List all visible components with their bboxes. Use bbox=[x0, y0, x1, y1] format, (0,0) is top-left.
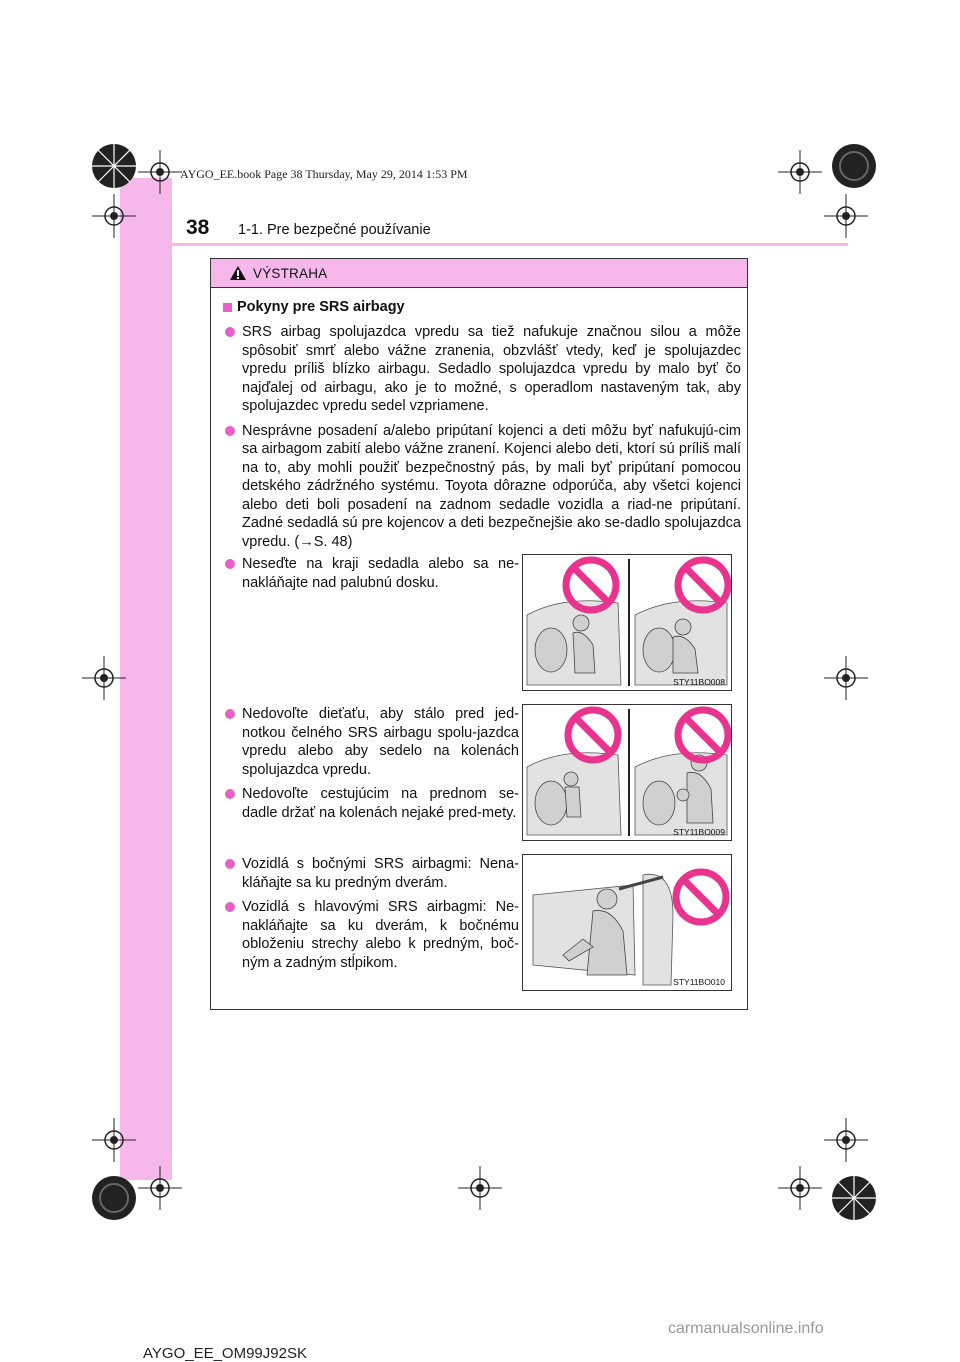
registration-mark-icon bbox=[824, 1168, 884, 1228]
circle-bullet-icon bbox=[225, 327, 235, 337]
bullet-list-top bbox=[225, 323, 741, 551]
list-item bbox=[225, 898, 519, 972]
figure-code: STY11BO010 bbox=[673, 977, 725, 987]
figure-2 bbox=[522, 704, 732, 841]
figure-1 bbox=[522, 554, 732, 691]
crosshair-icon bbox=[138, 1166, 182, 1210]
warning-box bbox=[210, 258, 748, 1010]
page-number: 38 bbox=[186, 216, 210, 239]
bullet-list-section-1 bbox=[225, 555, 519, 592]
list-item-text: Nedovoľte dieťaťu, aby stálo pred jed-notkou čelného SRS airbagu spolu-jazdca vpredu alebo aby sedelo na kolenách spolujazdca vpredu. bbox=[242, 706, 519, 778]
crosshair-icon bbox=[138, 150, 182, 194]
margin-color-band bbox=[120, 178, 172, 1180]
warning-heading bbox=[223, 299, 405, 315]
circle-bullet-icon bbox=[225, 426, 235, 436]
list-item bbox=[225, 555, 519, 592]
crosshair-icon bbox=[824, 194, 868, 238]
list-item-text: SRS airbag spolujazdca vpredu sa tiež nafukuje značnou silou a môže spôsobiť smrť alebo vážne zranenia, obzvlášť vtedy, keď je spolujazdec vpredu príliš blízko airbagu. Sedadlo spolujazdca vpredu by malo byť čo najďalej od airbagu, ako je to možné, s operadlom nastaveným tak, aby spolujazdec vpredu sedel vzpriamene. bbox=[242, 324, 741, 414]
bullet-list-section-3 bbox=[225, 855, 519, 972]
crosshair-icon bbox=[92, 1118, 136, 1162]
square-bullet-icon bbox=[223, 303, 232, 312]
list-item-text: Vozidlá s hlavovými SRS airbagmi: Ne-nakláňajte sa ku dverám, k bočnému obloženiu strechy alebo k predným, boč-ným a zadným stĺpikom. bbox=[242, 899, 519, 971]
list-item bbox=[225, 855, 519, 892]
bullet-list-section-2 bbox=[225, 705, 519, 822]
figure-code: STY11BO008 bbox=[673, 677, 725, 687]
circle-bullet-icon bbox=[225, 789, 235, 799]
list-item bbox=[225, 705, 519, 779]
watermark: carmanualsonline.info bbox=[668, 1320, 824, 1337]
list-item-text: Neseďte na kraji sedadla alebo sa ne-nakláňajte nad palubnú dosku. bbox=[242, 556, 519, 591]
circle-bullet-icon bbox=[225, 859, 235, 869]
warning-label: VÝSTRAHA bbox=[253, 265, 328, 281]
crosshair-icon bbox=[824, 1118, 868, 1162]
crosshair-icon bbox=[92, 194, 136, 238]
crosshair-icon bbox=[824, 656, 868, 700]
registration-mark-icon bbox=[84, 1168, 144, 1228]
circle-bullet-icon bbox=[225, 709, 235, 719]
registration-mark-icon bbox=[84, 136, 144, 196]
crosshair-icon bbox=[458, 1166, 502, 1210]
warning-header bbox=[211, 259, 747, 288]
list-item bbox=[225, 323, 741, 416]
airbag-illustration-image bbox=[523, 555, 731, 690]
warning-triangle-icon bbox=[229, 265, 247, 281]
list-item-text: Vozidlá s bočnými SRS airbagmi: Nena-kláňajte sa ku predným dverám. bbox=[242, 856, 519, 891]
registration-mark-icon bbox=[824, 136, 884, 196]
airbag-illustration-image bbox=[523, 855, 731, 990]
list-item bbox=[225, 785, 519, 822]
crosshair-icon bbox=[82, 656, 126, 700]
list-item bbox=[225, 422, 741, 552]
list-item-text: Nesprávne posadení a/alebo pripútaní kojenci a deti môžu byť nafukujú-cim sa airbagom zabití alebo vážne zranení. Kojenci alebo deti, ktorí sú príliš malí na to, aby mohli použiť bezpečnostný pás, by mali byť pripútaní pomocou detského zádržného systému. Toyota dôrazne odporúča, aby všetci kojenci alebo deti boli posadení na zadnom sedadle vozidla a riad-ne pripútaní. Zadné sedadlá sú pre kojencov a deti bezpečnejšie ako se-dadlo spolujazdca vpredu. (→S. 48) bbox=[242, 422, 741, 550]
figure-3 bbox=[522, 854, 732, 991]
figure-code: STY11BO009 bbox=[673, 827, 725, 837]
section-title: 1-1. Pre bezpečné používanie bbox=[238, 222, 431, 238]
circle-bullet-icon bbox=[225, 559, 235, 569]
list-item-text: Nedovoľte cestujúcim na prednom se-dadle držať na kolenách nejaké pred-mety. bbox=[242, 786, 519, 821]
circle-bullet-icon bbox=[225, 902, 235, 912]
header-rule bbox=[120, 243, 848, 246]
warning-heading-text: Pokyny pre SRS airbagy bbox=[237, 299, 405, 315]
crosshair-icon bbox=[778, 1166, 822, 1210]
airbag-illustration-image bbox=[523, 705, 731, 840]
document-code: AYGO_EE_OM99J92SK bbox=[143, 1345, 307, 1362]
crosshair-icon bbox=[778, 150, 822, 194]
book-file-stamp: AYGO_EE.book Page 38 Thursday, May 29, 2014 1:53 PM bbox=[180, 167, 468, 181]
